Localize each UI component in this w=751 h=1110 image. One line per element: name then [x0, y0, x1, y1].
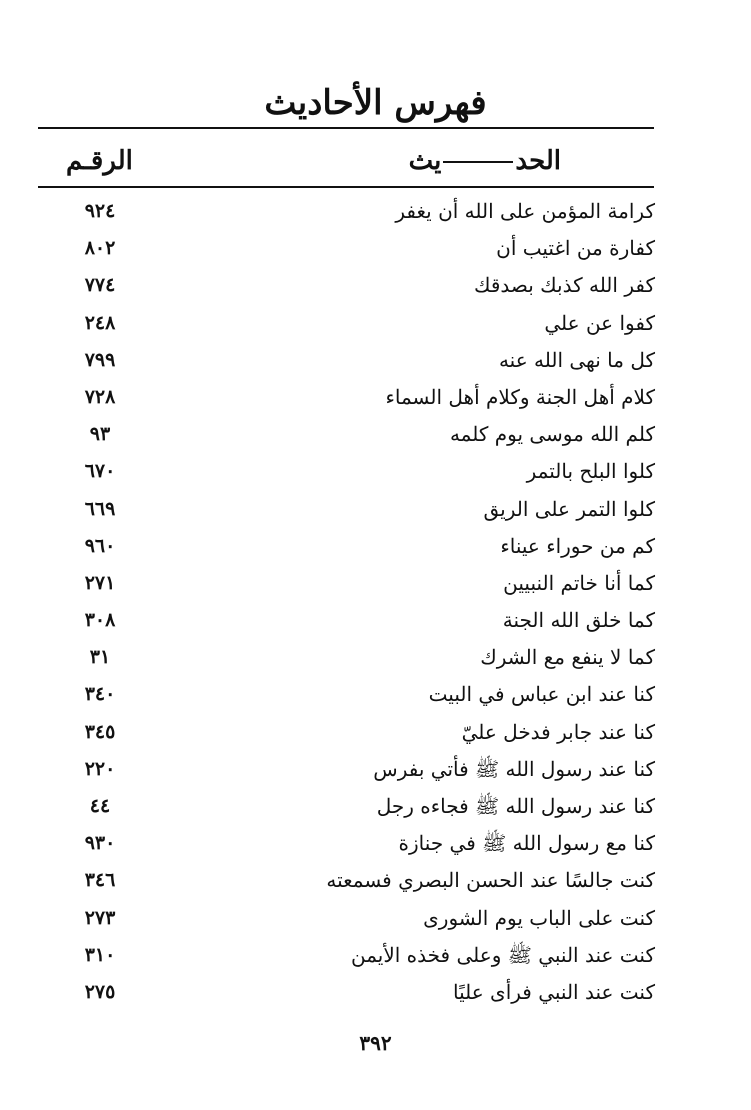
list-item [0, 528, 751, 565]
hadith-number: ٨٠٢ [84, 237, 116, 260]
page-title: فهرس الأحاديث [264, 83, 487, 123]
hadith-number: ٢٢٠ [84, 757, 116, 780]
list-item [0, 751, 751, 788]
hadith-text: كلام أهل الجنة وكلام أهل السماء [385, 384, 655, 409]
list-item [0, 937, 751, 974]
list-item [0, 714, 751, 751]
hadith-text: كلوا البلح بالتمر [526, 459, 655, 484]
hadith-number: ٢٧٥ [84, 980, 116, 1003]
hadith-number: ٣٤٥ [84, 720, 116, 743]
hadith-text: كما أنا خاتم النبيين [503, 570, 655, 595]
hadith-text: كنا عند رسول الله ﷺ فجاءه رجل [376, 794, 655, 818]
hadith-text: كنت عند النبي فرأى عليًا [453, 979, 655, 1004]
header-divider [38, 186, 654, 188]
list-item [0, 676, 751, 713]
tatweel-stroke [443, 161, 513, 163]
list-item [0, 862, 751, 899]
hadith-text: كما لا ينفع مع الشرك [480, 645, 655, 670]
list-item [0, 230, 751, 267]
hadith-number: ٩٣٠ [84, 832, 116, 855]
hadith-number: ٣٤٦ [84, 869, 116, 892]
hadith-header-start: الحد [515, 146, 561, 176]
hadith-number: ٩٦٠ [84, 534, 116, 557]
hadith-text: كنت عند النبي ﷺ وعلى فخذه الأيمن [350, 942, 655, 967]
hadith-number: ٧٧٤ [84, 274, 116, 297]
page-number: ٣٩٢ [359, 1031, 392, 1055]
hadith-number: ٦٦٩ [84, 497, 116, 520]
hadith-number: ٢٤٨ [84, 311, 116, 334]
list-item [0, 267, 751, 304]
hadith-text: كل ما نهى الله عنه [498, 347, 655, 372]
hadith-column-header [409, 137, 561, 185]
hadith-number: ٩٢٤ [84, 200, 116, 222]
list-item [0, 193, 751, 230]
hadith-text: كنت على الباب يوم الشورى [423, 905, 655, 930]
hadith-text: كلم الله موسى يوم كلمه [449, 422, 655, 447]
hadith-text: كرامة المؤمن على الله أن يغفر [395, 199, 655, 223]
list-item [0, 788, 751, 825]
hadith-number: ٤٤ [89, 795, 111, 817]
hadith-number: ٦٧٠ [84, 460, 116, 483]
list-item [0, 639, 751, 676]
hadith-number: ٣٤٠ [84, 683, 116, 706]
hadith-text: كنا عند ابن عباس في البيت [428, 682, 655, 707]
hadith-number: ٣١٠ [84, 943, 116, 966]
list-item [0, 825, 751, 862]
list-item [0, 900, 751, 937]
hadith-list [0, 193, 751, 1011]
hadith-text: كفر الله كذبك بصدقك [473, 273, 655, 298]
list-item [0, 974, 751, 1011]
list-item [0, 379, 751, 416]
top-divider [38, 127, 654, 129]
hadith-text: كنت جالسًا عند الحسن البصري فسمعته [326, 868, 655, 893]
hadith-number: ٧٩٩ [84, 348, 116, 371]
hadith-number: ٧٢٨ [84, 385, 116, 408]
list-item [0, 305, 751, 342]
hadith-text: كما خلق الله الجنة [502, 608, 655, 633]
list-item [0, 565, 751, 602]
hadith-text: كم من حوراء عيناء [500, 533, 655, 558]
table-header [0, 137, 751, 185]
list-item [0, 602, 751, 639]
hadith-number: ٢٧١ [84, 571, 116, 594]
hadith-text: كفوا عن علي [544, 310, 655, 335]
number-column-header: الرقـم [66, 146, 133, 176]
hadith-text: كلوا التمر على الريق [483, 496, 655, 521]
hadith-number: ٢٧٣ [84, 906, 116, 929]
hadith-text: كنا عند رسول الله ﷺ فأتي بفرس [373, 756, 655, 781]
list-item [0, 342, 751, 379]
list-item [0, 453, 751, 490]
hadith-text: كفارة من اغتيب أن [496, 236, 655, 261]
hadith-number: ٣١ [89, 646, 111, 669]
list-item [0, 416, 751, 453]
hadith-text: كنا عند جابر فدخل عليّ [461, 719, 655, 744]
hadith-text: كنا مع رسول الله ﷺ في جنازة [398, 831, 655, 856]
hadith-number: ٩٣ [89, 423, 111, 446]
list-item [0, 491, 751, 528]
hadith-header-end: يث [408, 146, 442, 176]
hadith-number: ٣٠٨ [84, 609, 116, 632]
